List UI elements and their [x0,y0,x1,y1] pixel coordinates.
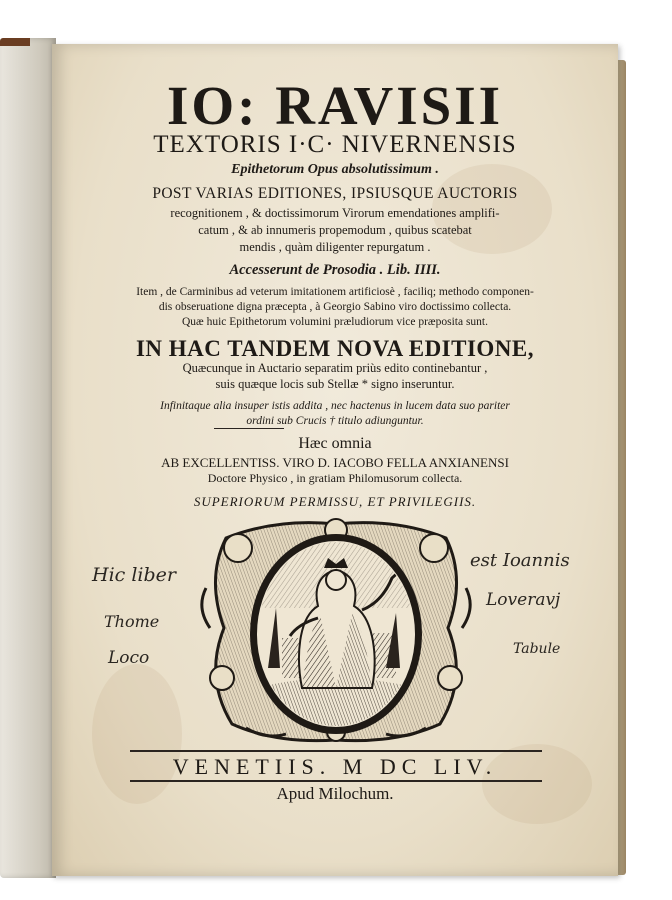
inscription-tabule: Tabule [513,641,561,657]
accesserunt-line: Accesserunt de Prosodia . Lib. IIII. [229,262,441,278]
edition-heading: IN HAC TANDEM NOVA EDITIONE, [135,336,535,361]
item-line: Item , de Carminibus ad veterum imitationem artificiosè , faciliq; methodo componen- [136,286,534,298]
inscription-est-joannis: est Ioannis [470,550,570,571]
recognitionem-line: catum , & ab innumeris propemodum , quibus scatebat [198,223,472,237]
leather-edge [0,38,30,46]
quaecunque-line: Quæcunque in Auctario separatim priùs edito continebantur , [182,361,488,375]
imprint-rule-top [130,750,542,752]
haec-omnia-line: Hæc omnia [298,435,372,452]
item-line: dis obseruatione digna præcepta , à Georgio Sabino viro doctissimo collecta. [158,301,512,313]
inscription-hic-liber: Hic liber [92,564,176,586]
editor-line: AB EXCELLENTISS. VIRO D. IACOBO FELLA ANXIANENSI [161,455,509,470]
privilege-line: SUPERIORUM PERMISSU, ET PRIVILEGIIS. [193,494,477,509]
printer-device-woodcut [186,518,486,746]
publisher-line: Apud Milochum. [276,784,394,803]
recognitionem-line: recognitionem , & doctissimorum Virorum emendationes amplifi- [170,206,500,220]
imprint-rule-bottom [130,780,542,782]
underline-rule [214,428,284,429]
recognitionem-line: mendis , quàm diligenter repurgatum . [239,240,431,254]
post-varias-line: POST VARIAS EDITIONES, IPSIUSQUE AUCTORIS [152,185,518,202]
infinitaque-line: ordini sub Crucis † titulo adiunguntur. [246,415,424,427]
inscription-thome: Thome [104,612,160,631]
infinitaque-line: Infinitaque alia insuper istis addita , nec hactenus in lucem data suo pariter [160,400,510,412]
author-line: TEXTORIS I·C· NIVERNENSIS [153,131,517,158]
inscription-loco: Loco [108,648,150,668]
work-subtitle: Epithetorum Opus absolutissimum . [231,162,439,177]
book-spine-binding [0,38,56,878]
item-line: Quæ huic Epithetorum volumini præludiorum vice præposita sunt. [181,316,488,328]
imprint-place-date: VENETIIS. M DC LIV. [172,754,498,779]
quaecunque-line: suis quæque locis sub Stellæ * signo inseruntur. [215,377,455,391]
inscription-loverani: Loveravj [486,590,561,610]
book-title: IO: RAVISII [166,75,504,136]
doctore-line: Doctore Physico , in gratiam Philomusorum collecta. [207,471,463,485]
